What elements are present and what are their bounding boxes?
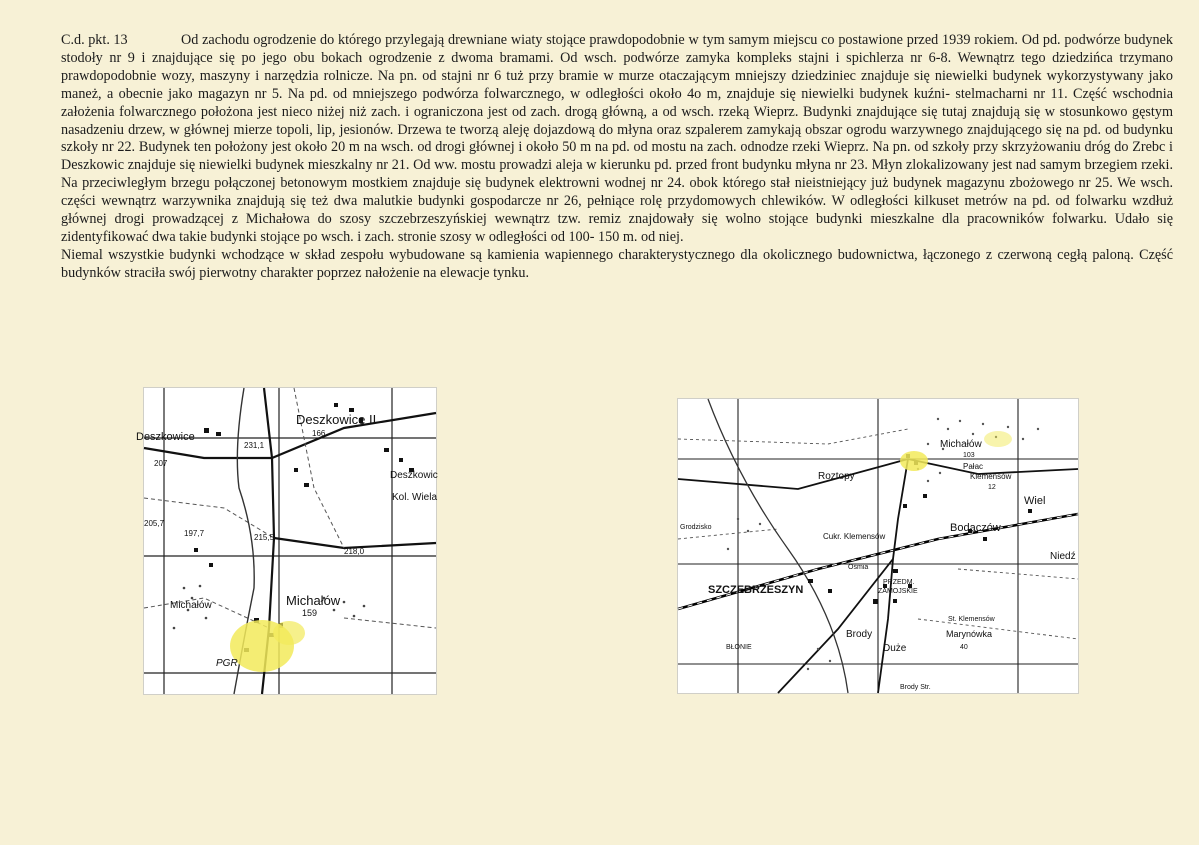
map-right-label-12: 12 bbox=[988, 484, 996, 491]
map-right-label-niedz: Niedź bbox=[1050, 551, 1076, 562]
map-right-label-duze: Duże bbox=[883, 643, 907, 654]
map-right bbox=[677, 398, 1079, 694]
document-body bbox=[61, 32, 1173, 283]
map-right-label-palac: Pałac bbox=[963, 462, 984, 471]
map-left-label-michalow: Michałów bbox=[286, 593, 341, 608]
map-right-label-st-klemensow: St. Klemensów bbox=[948, 616, 995, 623]
map-right-label-blonie: BŁONIE bbox=[726, 644, 752, 651]
map-left-label-215-5: 215,5 bbox=[254, 533, 275, 542]
map-right-label-marynowka: Marynówka bbox=[946, 629, 993, 639]
map-right-label-zamojskie: ZAMOJSKIE bbox=[878, 588, 918, 595]
map-right-label-40: 40 bbox=[960, 644, 968, 651]
map-left-drawing bbox=[136, 388, 438, 694]
map-right-label-klemensow: Klemensów bbox=[970, 472, 1012, 481]
map-right-label-michalow: Michałów bbox=[940, 439, 982, 450]
paragraph-2: Niemal wszystkie budynki wchodzące w skład zespołu wybudowane są kamienia wapiennego charakterystycznego dla okolicznego budownictwa, łączonego z czerwoną cegłą paloną. Część budynków straciła swój pierwotny charakter poprzez nałożenie na elewacje tynku. bbox=[61, 246, 1173, 281]
map-left-label-deszkowice: Deszkowice bbox=[136, 431, 195, 443]
map-right-label-103: 103 bbox=[963, 452, 975, 459]
paragraph-1-text: Od zachodu ogrodzenie do którego przylegają drewniane wiaty stojące prawdopodobnie w tym samym miejscu co postawione przed 1939 rokiem. Od pd. podwórze budynek stodoły nr 9 i znajdujące się po jego obu bokach ogrodzenie z dwoma bramami. Od wsch. podwórze zamyka kompleks stajni i spichlerza nr 6-8. Wewnątrz tego dziedzińca trzymano prawdopodobnie wozy, maszyny i narzędzia rolnicze. Na pn. od stajni nr 6 tuż przy bramie w murze otaczającym mniejszy dziedziniec znajduje się niewielki budynek wykorzystywany jako maneż, a obecnie jako magazyn nr 5. Na pd. od mniejszego podwórza folwarcznego, w odległości około 4o m, znajduje się niewielki budynek kuźni- stelmacharni nr 11. Część wschodnia założenia folwarcznego położona jest nieco niżej niż zach. i ograniczona jest od zach. drogą główną, a od wsch. rzeką Wieprz. Budynki znajdujące się tutaj znajdują się w stosunkowo gęstym nasadzeniu drzew, w głównej mierze topoli, lip, jesionów. Drzewa te tworzą aleję dojazdową do młyna oraz szpalerem zamykają obszar ogrodu warzywnego znajdującego się na pd. od budynku szkoły nr 22. Budynek ten położony jest około 20 m na wsch. od drogi głównej i około 50 m na pd. od mostu na zach. odnodze rzeki Wieprz. Na pn. od szkoły przy skrzyżowaniu dróg do Zrebc i Deszkowic znajduje się niewielki budynek mieszkalny nr 21. Od ww. mostu prowadzi aleja w kierunku pd. przed front budynku młyna nr 23. Młyn zlokalizowany jest nad samym brzegiem rzeki. Na przeciwległym brzegu połączonej betonowym mostkiem znajduje się budynek elektrowni wodnej nr 24. obok którego stał nieistniejący już budynek magazynu zbożowego nr 25. We wsch. części wewnątrz warzywnika znajdują się też dwa malutkie budynki gospodarcze nr 26, pełniące rolę przydomowych chlewików. W odległości kilkuset metrów na pd. od folwarku wzdłuż głównej drogi prowadzącej z Michałowa do szosy szczebrzeszyńskiej wewnątrz tzw. remiz znajdowały się wolno stojące budynki mieszkalne dla pracowników folwarku. Udało się zidentyfikować dwa takie budynki stojące po wsch. i zach. stronie szosy w odległości od 100- 150 m. od niej. bbox=[61, 32, 1173, 245]
map-right-label-grodzisko: Grodzisko bbox=[680, 524, 712, 531]
map-right-label-brody-str: Brody Str. bbox=[900, 684, 931, 691]
map-left-label-159: 159 bbox=[302, 608, 318, 618]
map-right-label-przedm: PRZEDM. bbox=[883, 579, 915, 586]
map-left-label-197-7: 197,7 bbox=[184, 529, 205, 538]
map-left-label-deszkowic: Deszkowic bbox=[390, 470, 438, 481]
paragraph-1 bbox=[61, 32, 1173, 247]
map-right-label-roztopy: Roztopy bbox=[818, 471, 855, 482]
map-left-label-207: 207 bbox=[154, 459, 168, 468]
map-right-label-osmia: Ośmia bbox=[848, 564, 869, 571]
map-right-label-szczebrzeszyn: SZCZEBRZESZYN bbox=[708, 584, 804, 596]
map-left-label-deszkowice-ii: Deszkowice II bbox=[296, 412, 377, 427]
map-right-drawing bbox=[678, 399, 1078, 693]
map-left-label-166: 166 bbox=[312, 429, 326, 438]
map-left-label-kol-wiela: Kol. Wiela bbox=[392, 492, 438, 503]
map-left-label-pgr: PGR bbox=[216, 658, 238, 669]
map-left bbox=[136, 387, 438, 695]
map-right-label-wiel: Wiel bbox=[1024, 495, 1046, 507]
map-left-label-218-0: 218,0 bbox=[344, 547, 365, 556]
section-label: C.d. pkt. 13 bbox=[61, 32, 128, 48]
map-right-label-cukr-klemensow: Cukr. Klemensów bbox=[823, 532, 886, 541]
map-left-label-231-1: 231,1 bbox=[244, 441, 265, 450]
map-right-label-bodaczow: Bodaczów bbox=[950, 522, 1001, 534]
map-right-label-brody: Brody bbox=[846, 629, 873, 640]
map-left-label-michalow-small: Michałów bbox=[170, 600, 212, 611]
map-left-label-205-7: 205,7 bbox=[144, 519, 165, 528]
